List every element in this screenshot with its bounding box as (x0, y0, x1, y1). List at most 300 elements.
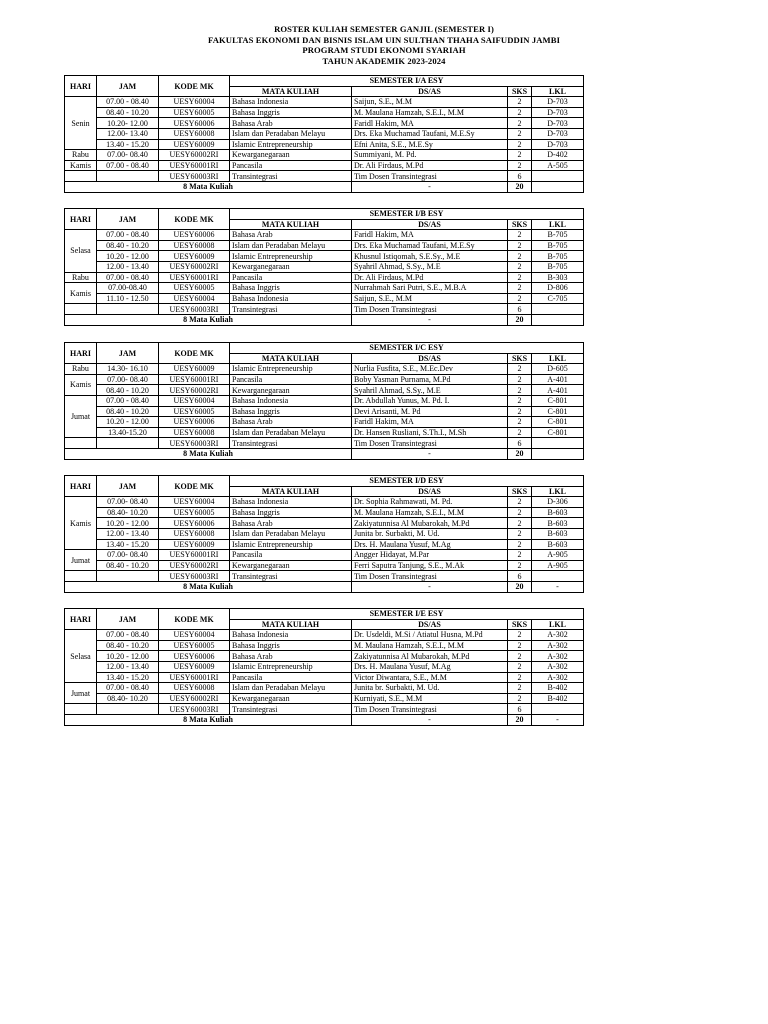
header-lkl: LKL (532, 353, 584, 364)
course-code-cell: UESY60001RI (159, 272, 230, 283)
table-header-row (65, 609, 584, 620)
time-cell (97, 571, 159, 582)
credits-cell: 2 (508, 560, 532, 571)
table-row (65, 304, 584, 315)
course-name-cell: Islam dan Peradaban Melayu (230, 240, 352, 251)
header-sks: SKS (508, 486, 532, 497)
time-cell: 07.00-08.40 (97, 283, 159, 294)
header-lkl: LKL (532, 619, 584, 630)
course-code-cell: UESY60005 (159, 283, 230, 294)
lecturer-cell: M. Maulana Hamzah, S.E.I., M.M (352, 640, 508, 651)
time-cell: 07.00 - 08.40 (97, 630, 159, 641)
course-code-cell: UESY60008 (159, 240, 230, 251)
table-row (65, 571, 584, 582)
day-cell: Kamis (65, 374, 97, 395)
table-row (65, 230, 584, 241)
lecturer-cell: Nurrahmah Sari Putri, S.E., M.B.A (352, 283, 508, 294)
course-name-cell: Bahasa Arab (230, 518, 352, 529)
room-cell: B-705 (532, 261, 584, 272)
course-code-cell: UESY60008 (159, 528, 230, 539)
total-lkl-cell: - (532, 581, 584, 592)
table-row (65, 171, 584, 182)
room-cell (532, 571, 584, 582)
course-name-cell: Pancasila (230, 550, 352, 561)
total-lkl-cell (532, 448, 584, 459)
course-code-cell: UESY60006 (159, 417, 230, 428)
credits-cell: 2 (508, 272, 532, 283)
course-name-cell: Islam dan Peradaban Melayu (230, 128, 352, 139)
course-name-cell: Pancasila (230, 672, 352, 683)
time-cell: 12.00 - 13.40 (97, 661, 159, 672)
course-name-cell: Islam dan Peradaban Melayu (230, 528, 352, 539)
lecturer-cell: Dr. Abdullah Yunus, M. Pd. I. (352, 395, 508, 406)
course-code-cell: UESY60003RI (159, 704, 230, 715)
header-mata-kuliah: MATA KULIAH (230, 219, 352, 230)
course-name-cell: Islamic Entrepreneurship (230, 251, 352, 262)
time-cell: 13.40 - 15.20 (97, 672, 159, 683)
course-code-cell: UESY60009 (159, 139, 230, 150)
table-row (65, 251, 584, 262)
table-row (65, 693, 584, 704)
lecturer-cell: Tim Dosen Transintegrasi (352, 171, 508, 182)
course-name-cell: Bahasa Inggris (230, 406, 352, 417)
lecturer-cell: Faridl Hakim, MA (352, 417, 508, 428)
room-cell: C-801 (532, 406, 584, 417)
time-cell: 07.00- 08.40 (97, 150, 159, 161)
course-name-cell: Islamic Entrepreneurship (230, 139, 352, 150)
credits-cell: 2 (508, 230, 532, 241)
header-ds-as: DS/AS (352, 486, 508, 497)
time-cell: 08.40 - 10.20 (97, 107, 159, 118)
title-line-4: TAHUN AKADEMIK 2023-2024 (322, 55, 446, 66)
total-sks-cell: 20 (508, 714, 532, 725)
credits-cell: 2 (508, 385, 532, 396)
header-kode-mk: KODE MK (159, 209, 230, 230)
course-code-cell: UESY60009 (159, 539, 230, 550)
header-ds-as: DS/AS (352, 86, 508, 97)
time-cell: 10.20 - 12.00 (97, 251, 159, 262)
semester-title: SEMESTER I/E ESY (230, 609, 584, 620)
room-cell: D-703 (532, 118, 584, 129)
course-code-cell: UESY60006 (159, 230, 230, 241)
time-cell: 07.00 - 08.40 (97, 97, 159, 108)
table-row (65, 97, 584, 108)
lecturer-cell: Drs. Eka Muchamad Taufani, M.E.Sy (352, 240, 508, 251)
course-code-cell: UESY60005 (159, 640, 230, 651)
table-row (65, 406, 584, 417)
total-label: 8 Mata Kuliah (65, 448, 352, 459)
day-cell (65, 304, 97, 315)
room-cell: B-705 (532, 230, 584, 241)
credits-cell: 2 (508, 128, 532, 139)
credits-cell: 2 (508, 251, 532, 262)
course-name-cell: Bahasa Inggris (230, 107, 352, 118)
table-header-row (65, 209, 584, 220)
day-cell: Senin (65, 97, 97, 150)
course-code-cell: UESY60008 (159, 427, 230, 438)
room-cell: A-302 (532, 630, 584, 641)
room-cell: B-705 (532, 240, 584, 251)
day-cell (65, 438, 97, 449)
time-cell: 11.10 - 12.50 (97, 293, 159, 304)
room-cell: A-401 (532, 385, 584, 396)
course-name-cell: Kewarganegaraan (230, 385, 352, 396)
header-sks: SKS (508, 353, 532, 364)
header-mata-kuliah: MATA KULIAH (230, 353, 352, 364)
semester-title: SEMESTER I/A ESY (230, 76, 584, 87)
course-name-cell: Kewarganegaraan (230, 693, 352, 704)
total-label: 8 Mata Kuliah (65, 714, 352, 725)
room-cell: B-303 (532, 272, 584, 283)
day-cell: Selasa (65, 630, 97, 683)
course-name-cell: Kewarganegaraan (230, 150, 352, 161)
total-lkl-cell: - (532, 714, 584, 725)
table-header-row (65, 343, 584, 354)
credits-cell: 2 (508, 293, 532, 304)
credits-cell: 2 (508, 107, 532, 118)
course-name-cell: Bahasa Indonesia (230, 97, 352, 108)
table-row (65, 293, 584, 304)
table-row (65, 261, 584, 272)
credits-cell: 2 (508, 261, 532, 272)
lecturer-cell: Angger Hidayat, M.Par (352, 550, 508, 561)
course-code-cell: UESY60003RI (159, 304, 230, 315)
credits-cell: 2 (508, 651, 532, 662)
course-name-cell: Transintegrasi (230, 171, 352, 182)
day-cell: Selasa (65, 230, 97, 272)
day-cell (65, 571, 97, 582)
lecturer-cell: Tim Dosen Transintegrasi (352, 571, 508, 582)
table-row (65, 107, 584, 118)
table-row (65, 661, 584, 672)
total-row (65, 314, 584, 325)
credits-cell: 2 (508, 661, 532, 672)
table-row (65, 374, 584, 385)
total-lkl-cell (532, 181, 584, 192)
header-kode-mk: KODE MK (159, 476, 230, 497)
lecturer-cell: Ferri Saputra Tanjung, S.E., M.Ak (352, 560, 508, 571)
header-jam: JAM (97, 76, 159, 97)
header-jam: JAM (97, 343, 159, 364)
course-code-cell: UESY60004 (159, 293, 230, 304)
total-label: 8 Mata Kuliah (65, 581, 352, 592)
room-cell: C-705 (532, 293, 584, 304)
credits-cell: 2 (508, 139, 532, 150)
room-cell (532, 438, 584, 449)
room-cell: D-703 (532, 139, 584, 150)
header-sks: SKS (508, 619, 532, 630)
lecturer-cell: Syahril Ahmad, S.Sy., M.E (352, 261, 508, 272)
lecturer-cell: Nurlia Fusfita, S.E., M.Ec.Dev (352, 364, 508, 375)
room-cell: B-402 (532, 683, 584, 694)
day-cell: Jumat (65, 395, 97, 437)
credits-cell: 2 (508, 283, 532, 294)
lecturer-cell: Tim Dosen Transintegrasi (352, 438, 508, 449)
course-name-cell: Bahasa Indonesia (230, 630, 352, 641)
total-sks-cell: 20 (508, 581, 532, 592)
credits-cell: 2 (508, 693, 532, 704)
credits-cell: 2 (508, 630, 532, 641)
room-cell: A-401 (532, 374, 584, 385)
course-name-cell: Transintegrasi (230, 704, 352, 715)
lecturer-cell: Dr. Sophia Rahmawati, M. Pd. (352, 497, 508, 508)
room-cell: B-603 (532, 507, 584, 518)
title-line-2: FAKULTAS EKONOMI DAN BISNIS ISLAM UIN SULTHAN THAHA SAIFUDDIN JAMBI (207, 34, 561, 45)
table-header-row (65, 76, 584, 87)
day-cell: Kamis (65, 283, 97, 304)
course-code-cell: UESY60005 (159, 507, 230, 518)
header-sks: SKS (508, 219, 532, 230)
course-name-cell: Bahasa Arab (230, 417, 352, 428)
lecturer-cell: Saijun, S.E., M.M (352, 97, 508, 108)
total-row (65, 581, 584, 592)
course-code-cell: UESY60004 (159, 97, 230, 108)
header-ds-as: DS/AS (352, 353, 508, 364)
lecturer-cell: Dr. Ali Firdaus, M.Pd (352, 272, 508, 283)
room-cell: B-402 (532, 693, 584, 704)
lecturer-cell: Devi Arisanti, M. Pd (352, 406, 508, 417)
lecturer-cell: Dr. Usdeldi, M.Si / Atiatul Husna, M.Pd (352, 630, 508, 641)
table-row (65, 240, 584, 251)
course-name-cell: Islam dan Peradaban Melayu (230, 427, 352, 438)
credits-cell: 6 (508, 171, 532, 182)
credits-cell: 2 (508, 528, 532, 539)
course-code-cell: UESY60003RI (159, 438, 230, 449)
time-cell: 07.00- 08.40 (97, 374, 159, 385)
lecturer-cell: Victor Diwantara, S.E., M.M (352, 672, 508, 683)
credits-cell: 2 (508, 118, 532, 129)
table-row (65, 683, 584, 694)
time-cell: 07.00 - 08.40 (97, 395, 159, 406)
lecturer-cell: Tim Dosen Transintegrasi (352, 704, 508, 715)
credits-cell: 6 (508, 571, 532, 582)
course-code-cell: UESY60004 (159, 630, 230, 641)
room-cell: D-703 (532, 128, 584, 139)
time-cell: 10.20 - 12.00 (97, 518, 159, 529)
header-hari: HARI (65, 609, 97, 630)
course-name-cell: Bahasa Arab (230, 230, 352, 241)
total-label: 8 Mata Kuliah (65, 314, 352, 325)
room-cell: C-801 (532, 395, 584, 406)
lecturer-cell: M. Maulana Hamzah, S.E.I., M.M (352, 107, 508, 118)
total-sks-cell: 20 (508, 314, 532, 325)
schedule-table (64, 208, 584, 326)
total-ds-cell: - (352, 581, 508, 592)
schedule-table (64, 342, 584, 460)
schedule-table (64, 75, 584, 193)
day-cell (65, 171, 97, 182)
day-cell: Rabu (65, 364, 97, 375)
course-code-cell: UESY60006 (159, 118, 230, 129)
time-cell: 10.20- 12.00 (97, 118, 159, 129)
table-row (65, 438, 584, 449)
room-cell: D-703 (532, 107, 584, 118)
day-cell: Rabu (65, 150, 97, 161)
credits-cell: 2 (508, 518, 532, 529)
lecturer-cell: Efni Anita, S.E., M.E.Sy (352, 139, 508, 150)
lecturer-cell: Zakiyatunnisa Al Mubarokah, M.Pd (352, 651, 508, 662)
credits-cell: 2 (508, 640, 532, 651)
header-lkl: LKL (532, 486, 584, 497)
course-code-cell: UESY60002RI (159, 385, 230, 396)
lecturer-cell: Boby Yasman Purnama, M.Pd (352, 374, 508, 385)
credits-cell: 6 (508, 704, 532, 715)
time-cell: 07.00 - 08.40 (97, 272, 159, 283)
table-row (65, 150, 584, 161)
room-cell: B-603 (532, 539, 584, 550)
course-code-cell: UESY60001RI (159, 374, 230, 385)
lecturer-cell: Junita br. Surbakti, M. Ud. (352, 683, 508, 694)
header-mata-kuliah: MATA KULIAH (230, 619, 352, 630)
room-cell: D-306 (532, 497, 584, 508)
lecturer-cell: Zakiyatunnisa Al Mubarokah, M.Pd (352, 518, 508, 529)
table-row (65, 427, 584, 438)
time-cell: 08.40 - 10.20 (97, 240, 159, 251)
total-ds-cell: - (352, 181, 508, 192)
title-line-1: ROSTER KULIAH SEMESTER GANJIL (SEMESTER I) (274, 24, 494, 34)
credits-cell: 2 (508, 672, 532, 683)
table-row (65, 672, 584, 683)
table-row (65, 550, 584, 561)
table-row (65, 630, 584, 641)
course-name-cell: Kewarganegaraan (230, 560, 352, 571)
lecturer-cell: Dr. Ali Firdaus, M.Pd (352, 160, 508, 171)
total-ds-cell: - (352, 314, 508, 325)
lecturer-cell: Kurniyati, S.E., M.M (352, 693, 508, 704)
time-cell: 07.00 - 08.40 (97, 683, 159, 694)
course-code-cell: UESY60002RI (159, 261, 230, 272)
lecturer-cell: Faridl Hakim, MA (352, 230, 508, 241)
total-sks-cell: 20 (508, 448, 532, 459)
course-name-cell: Pancasila (230, 160, 352, 171)
credits-cell: 2 (508, 150, 532, 161)
total-lkl-cell (532, 314, 584, 325)
table-header-row (65, 476, 584, 487)
total-ds-cell: - (352, 448, 508, 459)
course-name-cell: Transintegrasi (230, 304, 352, 315)
total-row (65, 181, 584, 192)
course-code-cell: UESY60009 (159, 661, 230, 672)
time-cell: 08.40- 10.20 (97, 507, 159, 518)
time-cell: 10.20 - 12.00 (97, 417, 159, 428)
credits-cell: 2 (508, 240, 532, 251)
course-name-cell: Kewarganegaraan (230, 261, 352, 272)
room-cell: D-703 (532, 97, 584, 108)
credits-cell: 2 (508, 507, 532, 518)
time-cell (97, 704, 159, 715)
total-row (65, 448, 584, 459)
room-cell: C-801 (532, 417, 584, 428)
course-name-cell: Bahasa Inggris (230, 507, 352, 518)
course-code-cell: UESY60004 (159, 497, 230, 508)
time-cell: 08.40 - 10.20 (97, 385, 159, 396)
course-code-cell: UESY60002RI (159, 150, 230, 161)
credits-cell: 6 (508, 304, 532, 315)
lecturer-cell: Drs. H. Maulana Yusuf, M.Ag (352, 539, 508, 550)
credits-cell: 2 (508, 97, 532, 108)
course-name-cell: Bahasa Arab (230, 651, 352, 662)
table-row (65, 560, 584, 571)
time-cell: 12.00- 13.40 (97, 128, 159, 139)
lecturer-cell: Syahril Ahmad, S.Sy., M.E (352, 385, 508, 396)
room-cell: B-603 (532, 518, 584, 529)
room-cell: A-302 (532, 640, 584, 651)
day-cell: Kamis (65, 160, 97, 171)
header-kode-mk: KODE MK (159, 343, 230, 364)
course-code-cell: UESY60008 (159, 128, 230, 139)
table-row (65, 497, 584, 508)
time-cell (97, 438, 159, 449)
table-row (65, 160, 584, 171)
room-cell (532, 704, 584, 715)
time-cell: 12.00 - 13.40 (97, 528, 159, 539)
table-row (65, 528, 584, 539)
course-code-cell: UESY60009 (159, 251, 230, 262)
course-code-cell: UESY60008 (159, 683, 230, 694)
total-label: 8 Mata Kuliah (65, 181, 352, 192)
course-name-cell: Transintegrasi (230, 438, 352, 449)
semester-title: SEMESTER I/B ESY (230, 209, 584, 220)
schedule-table (64, 608, 584, 726)
course-name-cell: Pancasila (230, 272, 352, 283)
table-row (65, 640, 584, 651)
course-name-cell: Bahasa Arab (230, 118, 352, 129)
header-jam: JAM (97, 609, 159, 630)
table-row (65, 518, 584, 529)
total-row (65, 714, 584, 725)
lecturer-cell: Faridl Hakim, MA (352, 118, 508, 129)
time-cell: 13.40 - 15.20 (97, 539, 159, 550)
time-cell: 13.40-15.20 (97, 427, 159, 438)
header-hari: HARI (65, 209, 97, 230)
credits-cell: 2 (508, 497, 532, 508)
course-name-cell: Islamic Entrepreneurship (230, 539, 352, 550)
time-cell: 08.40- 10.20 (97, 693, 159, 704)
course-code-cell: UESY60006 (159, 651, 230, 662)
table-row (65, 651, 584, 662)
room-cell: B-603 (532, 528, 584, 539)
course-code-cell: UESY60003RI (159, 571, 230, 582)
time-cell: 08.40 - 10.20 (97, 406, 159, 417)
table-row (65, 507, 584, 518)
lecturer-cell: Dr. Hansen Rusliani, S.Th.I., M.Sh (352, 427, 508, 438)
course-code-cell: UESY60009 (159, 364, 230, 375)
credits-cell: 2 (508, 683, 532, 694)
table-row (65, 385, 584, 396)
credits-cell: 2 (508, 395, 532, 406)
course-code-cell: UESY60005 (159, 406, 230, 417)
header-sks: SKS (508, 86, 532, 97)
schedule-table (64, 475, 584, 593)
room-cell: D-402 (532, 150, 584, 161)
room-cell (532, 171, 584, 182)
time-cell: 12.00 - 13.40 (97, 261, 159, 272)
time-cell: 08.40 - 10.20 (97, 560, 159, 571)
course-name-cell: Bahasa Indonesia (230, 497, 352, 508)
course-code-cell: UESY60002RI (159, 693, 230, 704)
header-jam: JAM (97, 476, 159, 497)
room-cell: A-905 (532, 550, 584, 561)
header-ds-as: DS/AS (352, 619, 508, 630)
semester-title: SEMESTER I/C ESY (230, 343, 584, 354)
course-name-cell: Islamic Entrepreneurship (230, 661, 352, 672)
day-cell (65, 704, 97, 715)
credits-cell: 2 (508, 427, 532, 438)
lecturer-cell: Junita br. Surbakti, M. Ud. (352, 528, 508, 539)
header-kode-mk: KODE MK (159, 609, 230, 630)
time-cell: 07.00- 08.40 (97, 497, 159, 508)
time-cell: 10.20 - 12.00 (97, 651, 159, 662)
